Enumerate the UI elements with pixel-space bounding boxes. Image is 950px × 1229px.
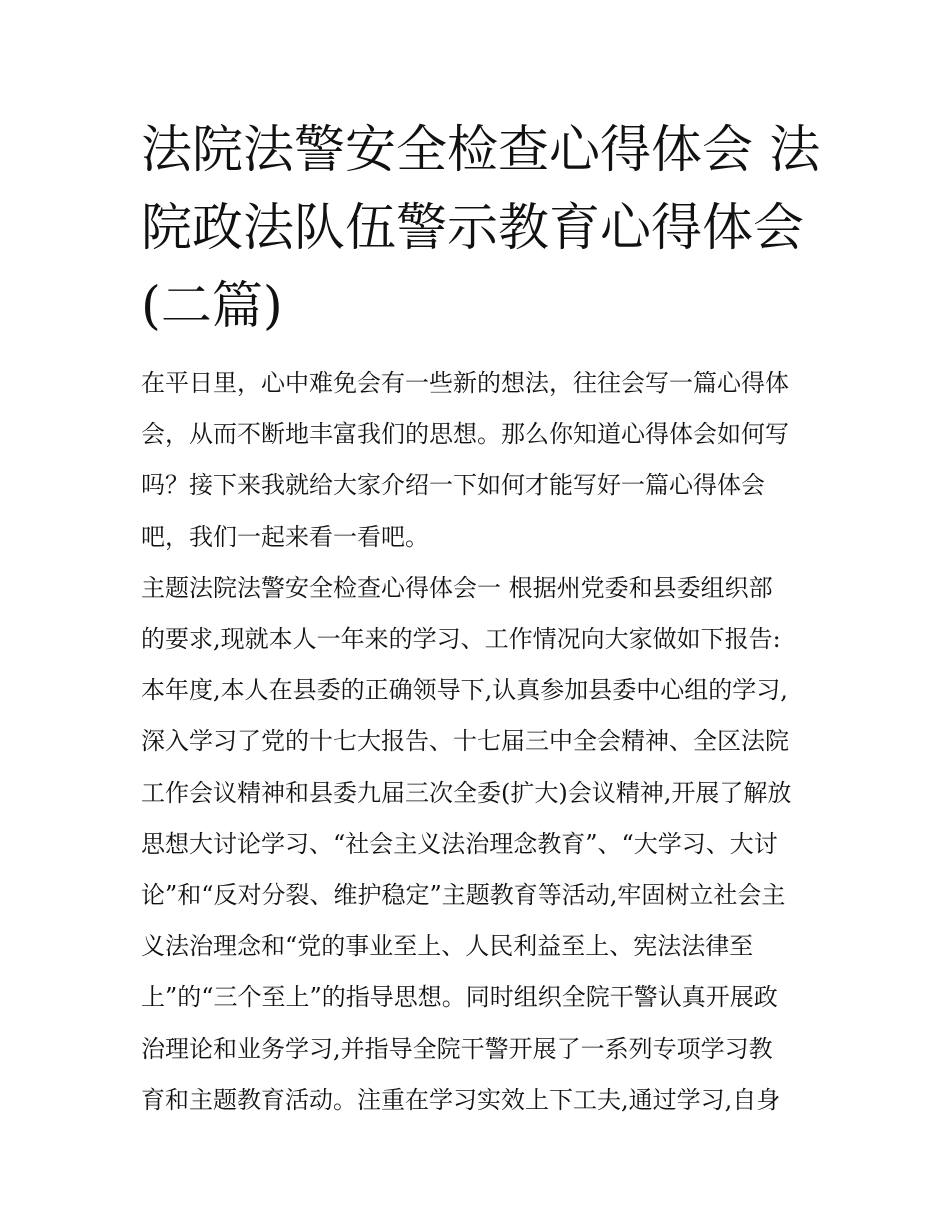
body-line: 上”的“三个至上”的指导思想。同时组织全院干警认真开展政 bbox=[141, 983, 778, 1012]
body-line: 工作会议精神和县委九届三次全委(扩大)会议精神,开展了解放 bbox=[141, 778, 792, 807]
title-line: 院政法队伍警示教育心得体会 bbox=[141, 199, 805, 258]
body-line: 治理论和业务学习,并指导全院干警开展了一系列专项学习教 bbox=[141, 1034, 773, 1063]
title-line: (二篇) bbox=[141, 277, 283, 336]
body-line: 义法治理念和“党的事业至上、人民利益至上、宪法法律至 bbox=[141, 932, 754, 961]
title-line: 法院法警安全检查心得体会 法 bbox=[141, 121, 821, 180]
body-line: 育和主题教育活动。注重在学习实效上下工夫,通过学习,自身 bbox=[141, 1085, 781, 1114]
body-line: 吧，我们一起来看一看吧。 bbox=[141, 522, 429, 551]
body-line: 在平日里，心中难免会有一些新的想法，往往会写一篇心得体 bbox=[141, 369, 789, 397]
document-body bbox=[141, 358, 821, 1126]
body-line: 会，从而不断地丰富我们的思想。那么你知道心得体会如何写 bbox=[141, 420, 789, 449]
body-line: 本年度,本人在县委的正确领导下,认真参加县委中心组的学习, bbox=[141, 676, 788, 705]
body-line: 论”和“反对分裂、维护稳定”主题教育等活动,牢固树立社会主 bbox=[141, 881, 786, 910]
body-line: 深入学习了党的十七大报告、十七届三中全会精神、全区法院 bbox=[141, 727, 789, 756]
body-line: 主题法院法警安全检查心得体会一 根据州党委和县委组织部 bbox=[141, 573, 773, 602]
body-line: 的要求,现就本人一年来的学习、工作情况向大家做如下报告: bbox=[141, 625, 781, 654]
body-line: 思想大讨论学习、“社会主义法治理念教育”、“大学习、大讨 bbox=[141, 829, 778, 858]
body-line: 吗？接下来我就给大家介绍一下如何才能写好一篇心得体会 bbox=[141, 471, 765, 500]
document-title bbox=[141, 112, 821, 346]
